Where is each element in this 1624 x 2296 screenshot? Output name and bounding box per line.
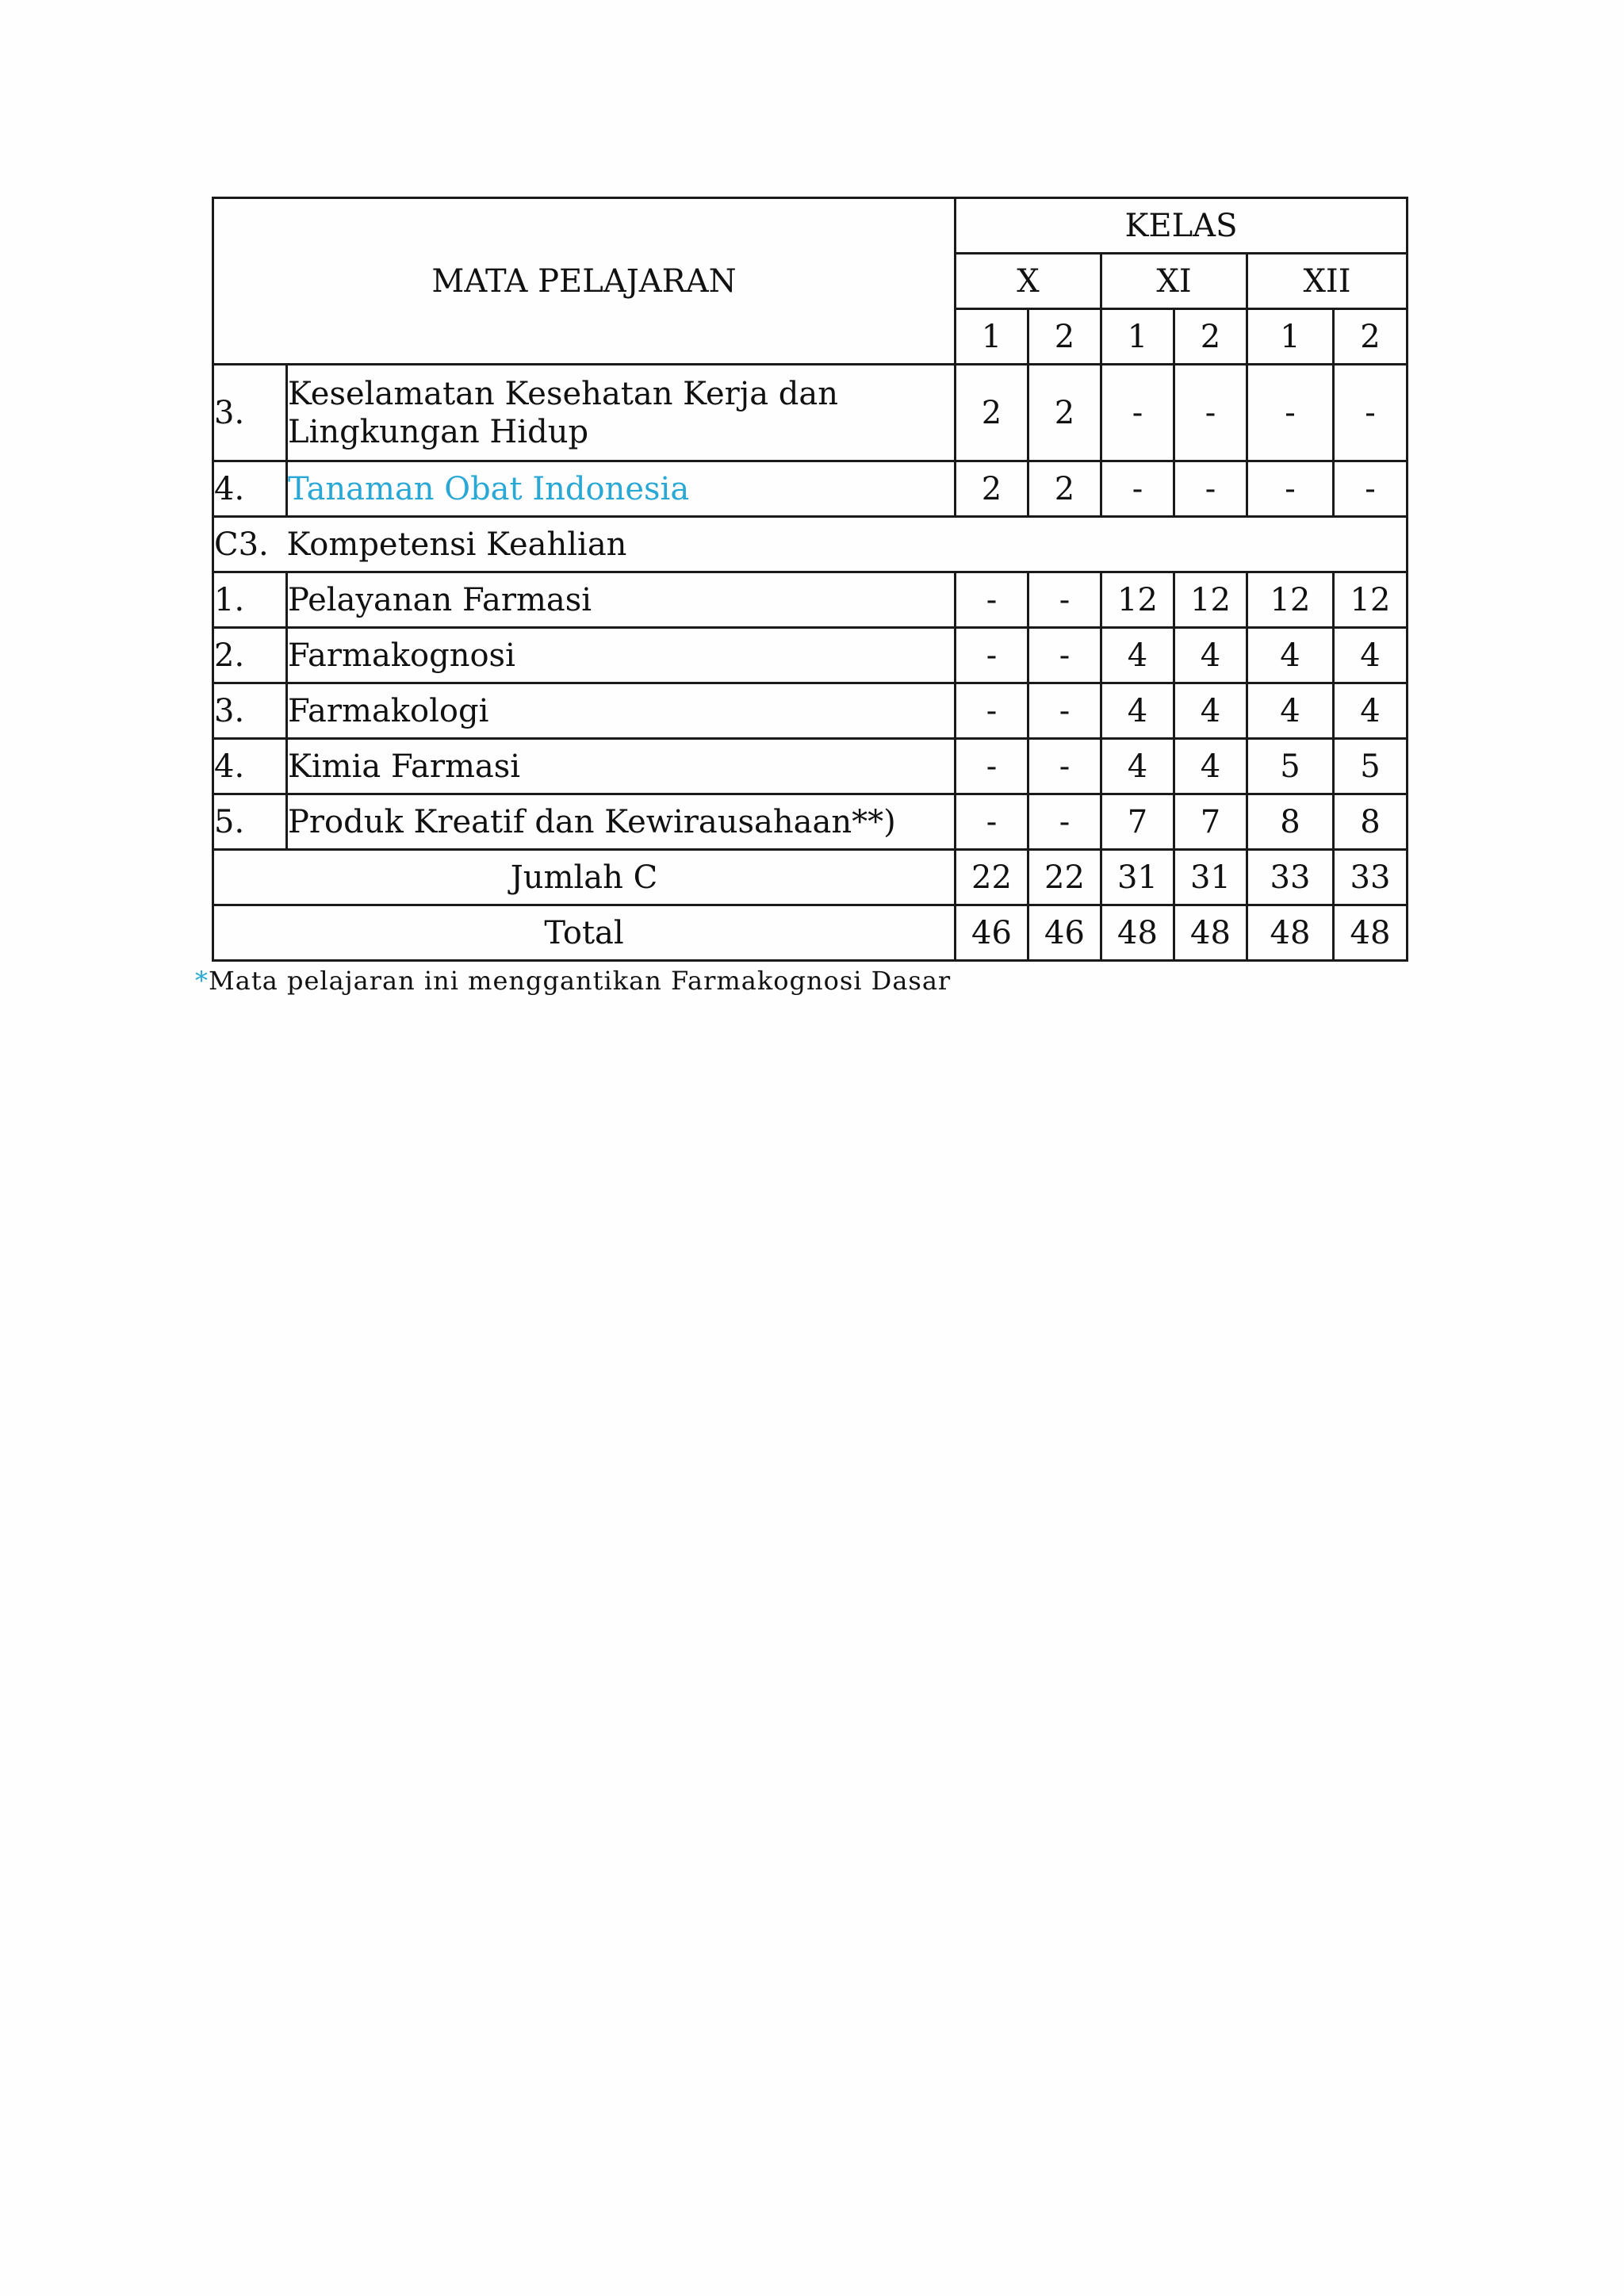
subtotal-row	[213, 850, 1408, 905]
hours-cell: -	[1028, 628, 1101, 683]
table-row	[213, 365, 1408, 461]
hours-cell: -	[956, 628, 1028, 683]
hours-cell: -	[1174, 365, 1247, 461]
hours-cell: 12	[1247, 572, 1334, 628]
footnote-marker: *	[195, 966, 209, 996]
subject-name: Kimia Farmasi	[287, 739, 956, 794]
subtotal-cell: 33	[1247, 850, 1334, 905]
subject-name	[287, 365, 956, 461]
hours-cell: -	[1247, 365, 1334, 461]
subject-name-line: Keselamatan Kesehatan Kerja dan	[288, 375, 838, 412]
footnote-text: Mata pelajaran ini menggantikan Farmakognosi Dasar	[209, 966, 952, 996]
hours-cell: 4	[1247, 683, 1334, 739]
hours-cell: 4	[1334, 683, 1408, 739]
hours-cell: 7	[1174, 794, 1247, 850]
hours-cell: 4	[1174, 739, 1247, 794]
hours-cell: -	[1334, 461, 1408, 517]
curriculum-table	[212, 197, 1408, 962]
hours-cell: -	[1174, 461, 1247, 517]
hours-cell: 8	[1334, 794, 1408, 850]
table-row	[213, 794, 1408, 850]
row-number: 4.	[213, 461, 287, 517]
subject-name: Farmakologi	[287, 683, 956, 739]
hours-cell: 4	[1334, 628, 1408, 683]
semester-header: 2	[1174, 309, 1247, 365]
hours-cell: 2	[1028, 365, 1101, 461]
table-row	[213, 461, 1408, 517]
total-cell: 46	[956, 905, 1028, 961]
hours-cell: 2	[956, 461, 1028, 517]
hours-cell: 2	[956, 365, 1028, 461]
subject-name-link[interactable]: Tanaman Obat Indonesia	[287, 461, 956, 517]
row-number: 3.	[213, 683, 287, 739]
table-row	[213, 739, 1408, 794]
subtotal-cell: 22	[1028, 850, 1101, 905]
hours-cell: 4	[1174, 683, 1247, 739]
hours-cell: -	[1028, 683, 1101, 739]
class-header: KELAS	[956, 198, 1408, 254]
row-number: 3.	[213, 365, 287, 461]
hours-cell: -	[1028, 739, 1101, 794]
semester-header: 1	[1247, 309, 1334, 365]
subtotal-label: Jumlah C	[213, 850, 956, 905]
total-row	[213, 905, 1408, 961]
hours-cell: 2	[1028, 461, 1101, 517]
subject-name: Farmakognosi	[287, 628, 956, 683]
semester-header: 2	[1334, 309, 1408, 365]
hours-cell: -	[1101, 461, 1174, 517]
hours-cell: 4	[1247, 628, 1334, 683]
total-cell: 48	[1334, 905, 1408, 961]
subtotal-cell: 33	[1334, 850, 1408, 905]
total-cell: 48	[1174, 905, 1247, 961]
section-code: C3.	[213, 517, 287, 572]
total-cell: 48	[1247, 905, 1334, 961]
subject-name: Pelayanan Farmasi	[287, 572, 956, 628]
hours-cell: 4	[1101, 739, 1174, 794]
section-title: Kompetensi Keahlian	[287, 517, 1408, 572]
hours-cell: 4	[1174, 628, 1247, 683]
hours-cell: 4	[1101, 683, 1174, 739]
table-row	[213, 683, 1408, 739]
row-number: 4.	[213, 739, 287, 794]
subject-name: Produk Kreatif dan Kewirausahaan**)	[287, 794, 956, 850]
hours-cell: -	[956, 739, 1028, 794]
total-label: Total	[213, 905, 956, 961]
hours-cell: 4	[1101, 628, 1174, 683]
hours-cell: -	[1247, 461, 1334, 517]
hours-cell: -	[956, 572, 1028, 628]
subtotal-cell: 22	[956, 850, 1028, 905]
subtotal-cell: 31	[1101, 850, 1174, 905]
hours-cell: 12	[1174, 572, 1247, 628]
header-row-kelas	[213, 198, 1408, 254]
footnote	[195, 966, 951, 996]
grade-x-header: X	[956, 254, 1101, 309]
table-row	[213, 572, 1408, 628]
total-cell: 46	[1028, 905, 1101, 961]
grade-xii-header: XII	[1247, 254, 1408, 309]
row-number: 2.	[213, 628, 287, 683]
hours-cell: -	[1101, 365, 1174, 461]
hours-cell: 8	[1247, 794, 1334, 850]
row-number: 5.	[213, 794, 287, 850]
hours-cell: -	[956, 683, 1028, 739]
subject-name-line: Lingkungan Hidup	[288, 413, 589, 450]
hours-cell: 5	[1334, 739, 1408, 794]
hours-cell: -	[956, 794, 1028, 850]
total-cell: 48	[1101, 905, 1174, 961]
hours-cell: 5	[1247, 739, 1334, 794]
semester-header: 2	[1028, 309, 1101, 365]
hours-cell: 7	[1101, 794, 1174, 850]
subject-header: MATA PELAJARAN	[213, 198, 956, 365]
row-number: 1.	[213, 572, 287, 628]
table-row	[213, 628, 1408, 683]
grade-xi-header: XI	[1101, 254, 1247, 309]
semester-header: 1	[1101, 309, 1174, 365]
hours-cell: -	[1028, 794, 1101, 850]
hours-cell: -	[1334, 365, 1408, 461]
subtotal-cell: 31	[1174, 850, 1247, 905]
hours-cell: 12	[1101, 572, 1174, 628]
semester-header: 1	[956, 309, 1028, 365]
section-row	[213, 517, 1408, 572]
hours-cell: -	[1028, 572, 1101, 628]
hours-cell: 12	[1334, 572, 1408, 628]
